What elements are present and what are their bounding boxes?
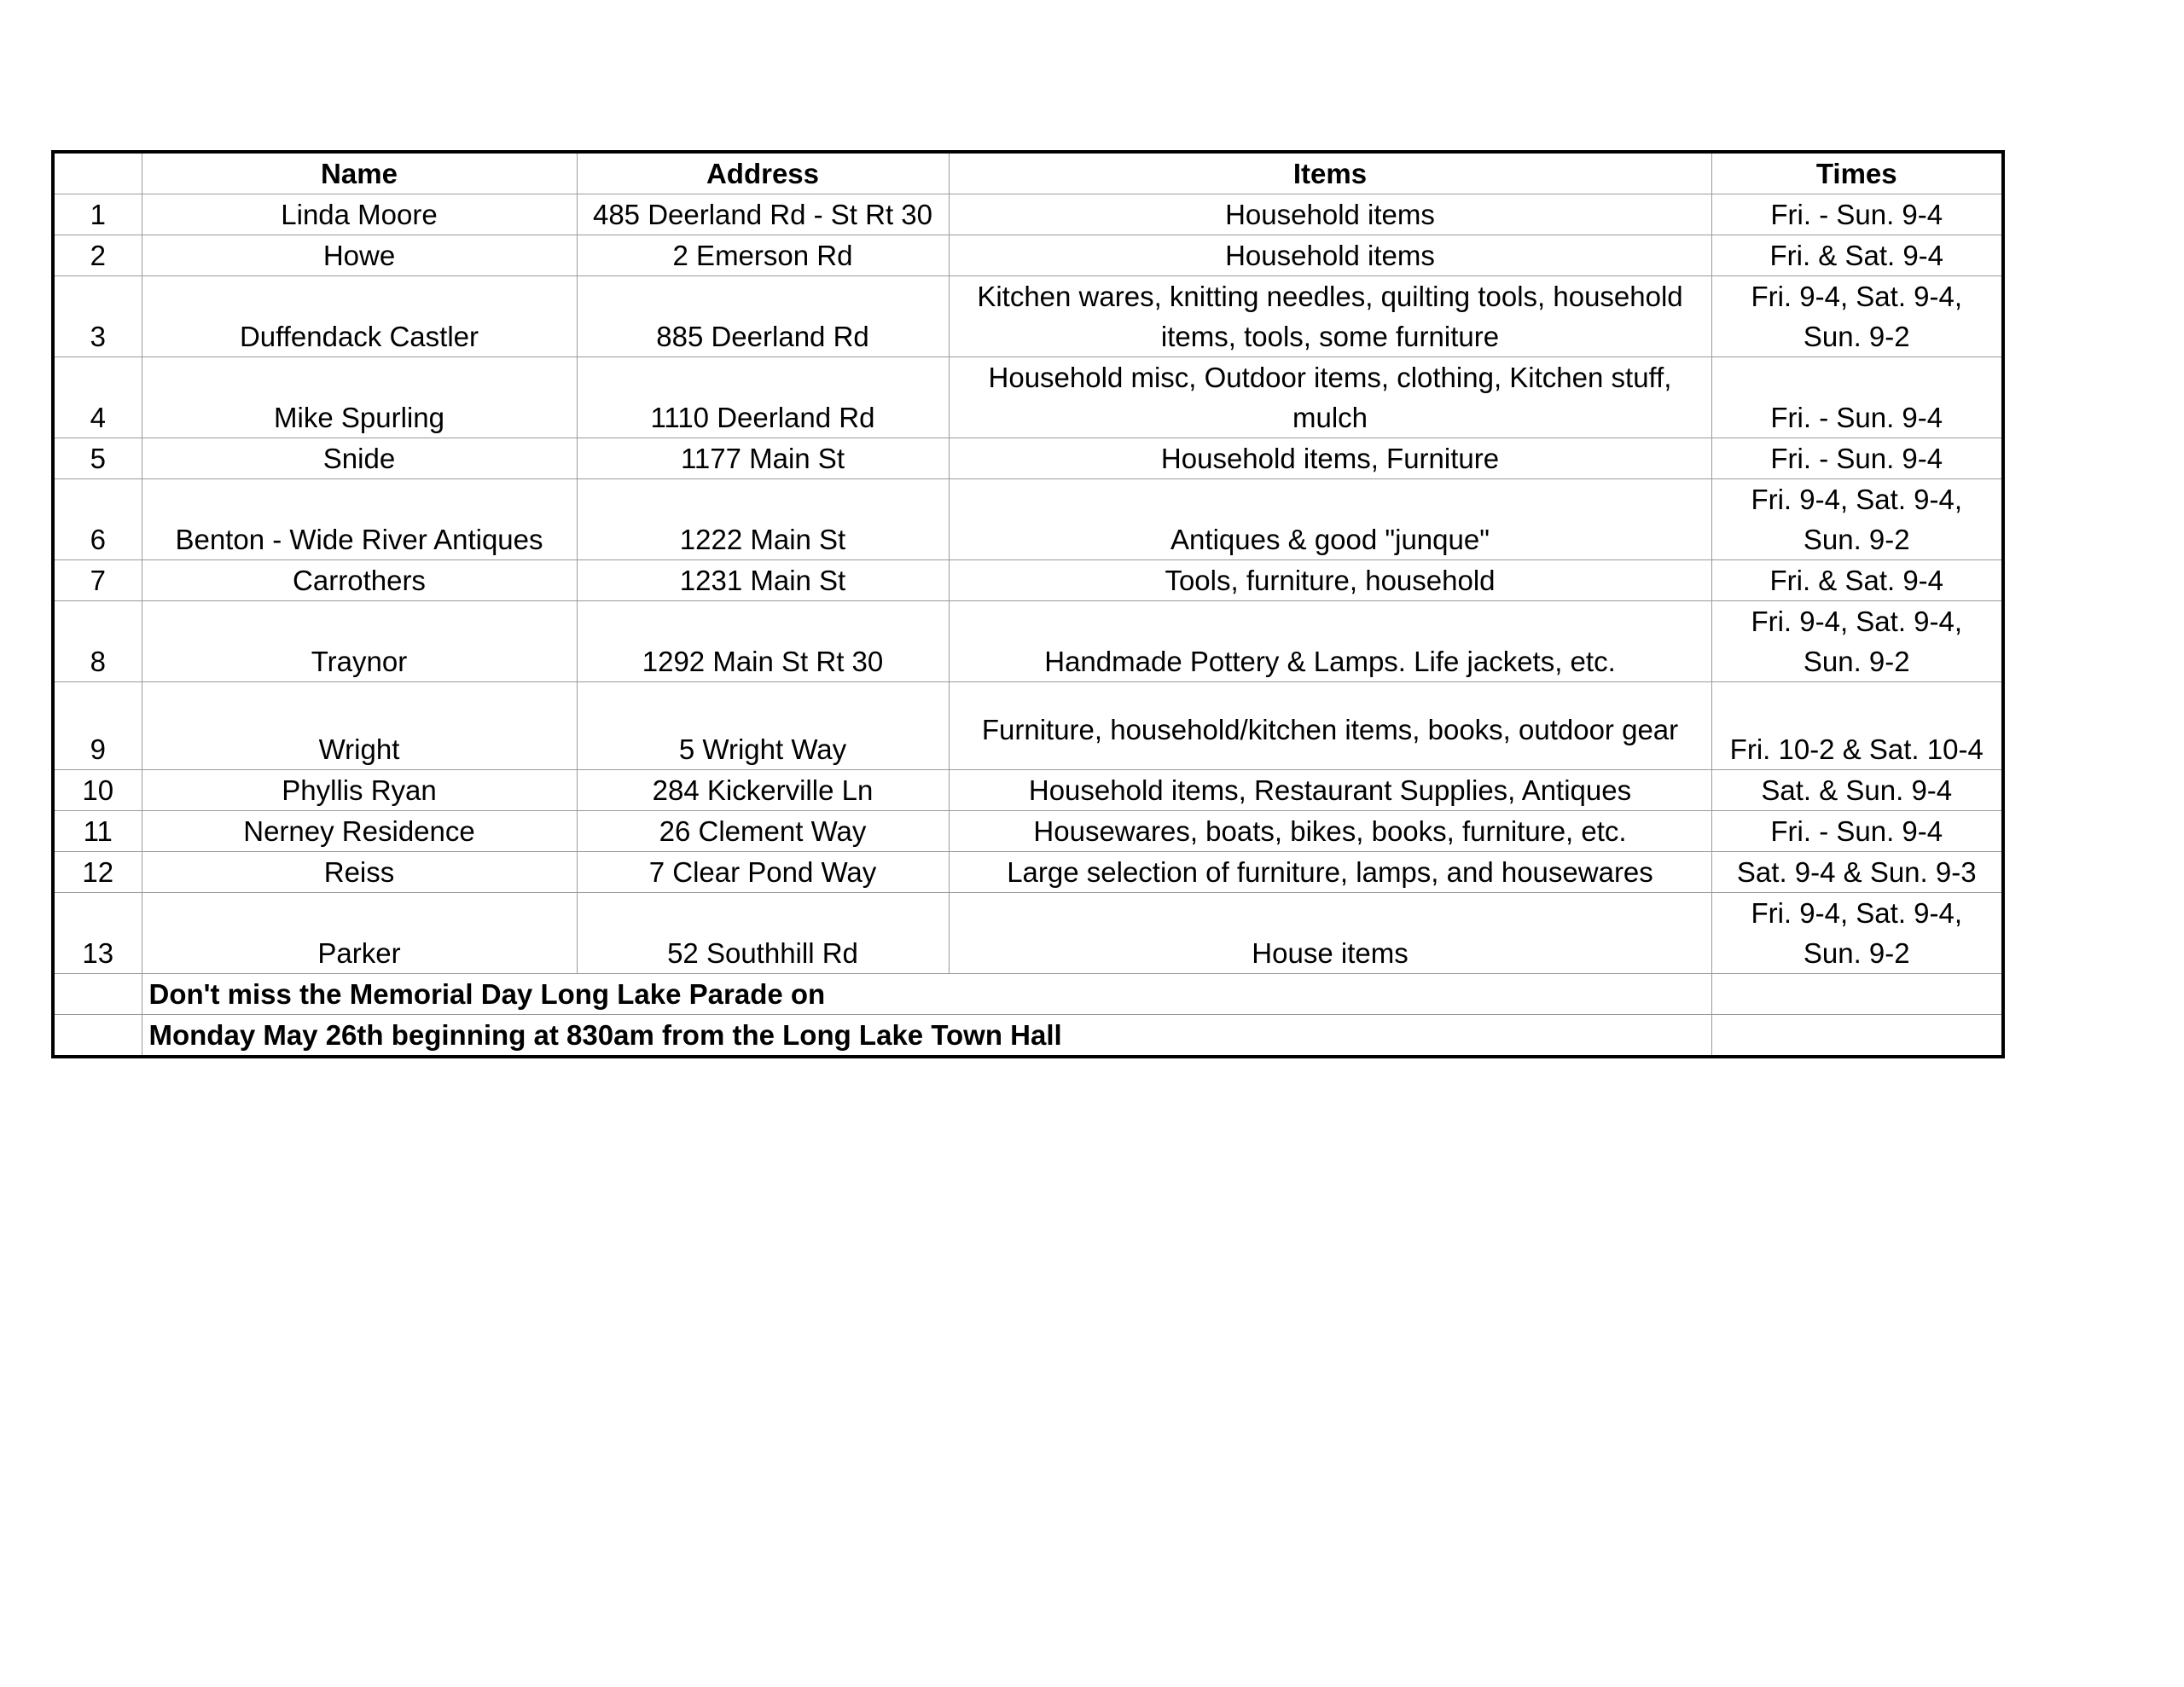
row-name: Mike Spurling [142, 357, 577, 438]
row-address: 885 Deerland Rd [577, 276, 949, 357]
row-number: 2 [53, 235, 142, 276]
row-address: 2 Emerson Rd [577, 235, 949, 276]
row-times: Fri. 9-4, Sat. 9-4, Sun. 9-2 [1711, 479, 2003, 560]
row-times: Fri. 9-4, Sat. 9-4, Sun. 9-2 [1711, 893, 2003, 974]
row-name: Traynor [142, 601, 577, 682]
note-blank-cell [53, 974, 142, 1015]
row-times: Fri. - Sun. 9-4 [1711, 811, 2003, 852]
header-times: Times [1711, 152, 2003, 194]
table-row [53, 682, 2003, 770]
table-row [53, 601, 2003, 682]
row-name: Wright [142, 682, 577, 770]
row-items: Household items, Furniture [949, 438, 1711, 479]
header-number [53, 152, 142, 194]
row-number: 3 [53, 276, 142, 357]
row-number: 8 [53, 601, 142, 682]
row-items: Large selection of furniture, lamps, and housewares [949, 852, 1711, 893]
row-items: Household misc, Outdoor items, clothing, Kitchen stuff, mulch [949, 357, 1711, 438]
row-name: Benton - Wide River Antiques [142, 479, 577, 560]
parade-note-line-1: Don't miss the Memorial Day Long Lake Parade on [142, 974, 1711, 1015]
row-items: Handmade Pottery & Lamps. Life jackets, etc. [949, 601, 1711, 682]
row-items: Furniture, household/kitchen items, books, outdoor gear [949, 682, 1711, 770]
note-blank-cell [1711, 1015, 2003, 1058]
table-row [53, 770, 2003, 811]
row-name: Nerney Residence [142, 811, 577, 852]
row-address: 1110 Deerland Rd [577, 357, 949, 438]
row-times: Fri. & Sat. 9-4 [1711, 235, 2003, 276]
row-number: 9 [53, 682, 142, 770]
header-row [53, 152, 2003, 194]
row-number: 5 [53, 438, 142, 479]
row-number: 6 [53, 479, 142, 560]
row-items: Household items [949, 194, 1711, 235]
parade-note-row [53, 974, 2003, 1015]
row-address: 1177 Main St [577, 438, 949, 479]
row-items: Kitchen wares, knitting needles, quilting tools, household items, tools, some furniture [949, 276, 1711, 357]
table-row [53, 811, 2003, 852]
parade-note-line-2: Monday May 26th beginning at 830am from the Long Lake Town Hall [142, 1015, 1711, 1058]
row-number: 7 [53, 560, 142, 601]
table-row [53, 893, 2003, 974]
row-number: 13 [53, 893, 142, 974]
row-address: 52 Southhill Rd [577, 893, 949, 974]
header-name: Name [142, 152, 577, 194]
row-address: 26 Clement Way [577, 811, 949, 852]
table-row [53, 194, 2003, 235]
row-name: Phyllis Ryan [142, 770, 577, 811]
row-number: 10 [53, 770, 142, 811]
note-blank-cell [53, 1015, 142, 1058]
row-times: Fri. 9-4, Sat. 9-4, Sun. 9-2 [1711, 276, 2003, 357]
row-address: 1292 Main St Rt 30 [577, 601, 949, 682]
row-address: 5 Wright Way [577, 682, 949, 770]
table-row [53, 479, 2003, 560]
row-times: Fri. - Sun. 9-4 [1711, 438, 2003, 479]
row-times: Fri. & Sat. 9-4 [1711, 560, 2003, 601]
row-name: Carrothers [142, 560, 577, 601]
row-items: Housewares, boats, bikes, books, furniture, etc. [949, 811, 1711, 852]
row-address: 485 Deerland Rd - St Rt 30 [577, 194, 949, 235]
row-number: 12 [53, 852, 142, 893]
row-items: Antiques & good "junque" [949, 479, 1711, 560]
row-times: Fri. 9-4, Sat. 9-4, Sun. 9-2 [1711, 601, 2003, 682]
row-name: Snide [142, 438, 577, 479]
header-address: Address [577, 152, 949, 194]
row-name: Duffendack Castler [142, 276, 577, 357]
row-times: Fri. 10-2 & Sat. 10-4 [1711, 682, 2003, 770]
row-address: 1231 Main St [577, 560, 949, 601]
row-number: 4 [53, 357, 142, 438]
row-items: House items [949, 893, 1711, 974]
row-address: 284 Kickerville Ln [577, 770, 949, 811]
row-times: Fri. - Sun. 9-4 [1711, 194, 2003, 235]
row-name: Linda Moore [142, 194, 577, 235]
header-items: Items [949, 152, 1711, 194]
parade-note-row [53, 1015, 2003, 1058]
table-row [53, 276, 2003, 357]
row-items: Household items, Restaurant Supplies, Antiques [949, 770, 1711, 811]
row-address: 7 Clear Pond Way [577, 852, 949, 893]
note-blank-cell [1711, 974, 2003, 1015]
row-name: Parker [142, 893, 577, 974]
row-items: Tools, furniture, household [949, 560, 1711, 601]
table-row [53, 560, 2003, 601]
table-row [53, 357, 2003, 438]
row-name: Reiss [142, 852, 577, 893]
row-times: Sat. & Sun. 9-4 [1711, 770, 2003, 811]
garage-sale-table [51, 150, 2005, 1058]
row-address: 1222 Main St [577, 479, 949, 560]
table-row [53, 852, 2003, 893]
row-number: 11 [53, 811, 142, 852]
table-row [53, 235, 2003, 276]
row-items: Household items [949, 235, 1711, 276]
row-name: Howe [142, 235, 577, 276]
table-row [53, 438, 2003, 479]
row-number: 1 [53, 194, 142, 235]
row-times: Fri. - Sun. 9-4 [1711, 357, 2003, 438]
row-times: Sat. 9-4 & Sun. 9-3 [1711, 852, 2003, 893]
